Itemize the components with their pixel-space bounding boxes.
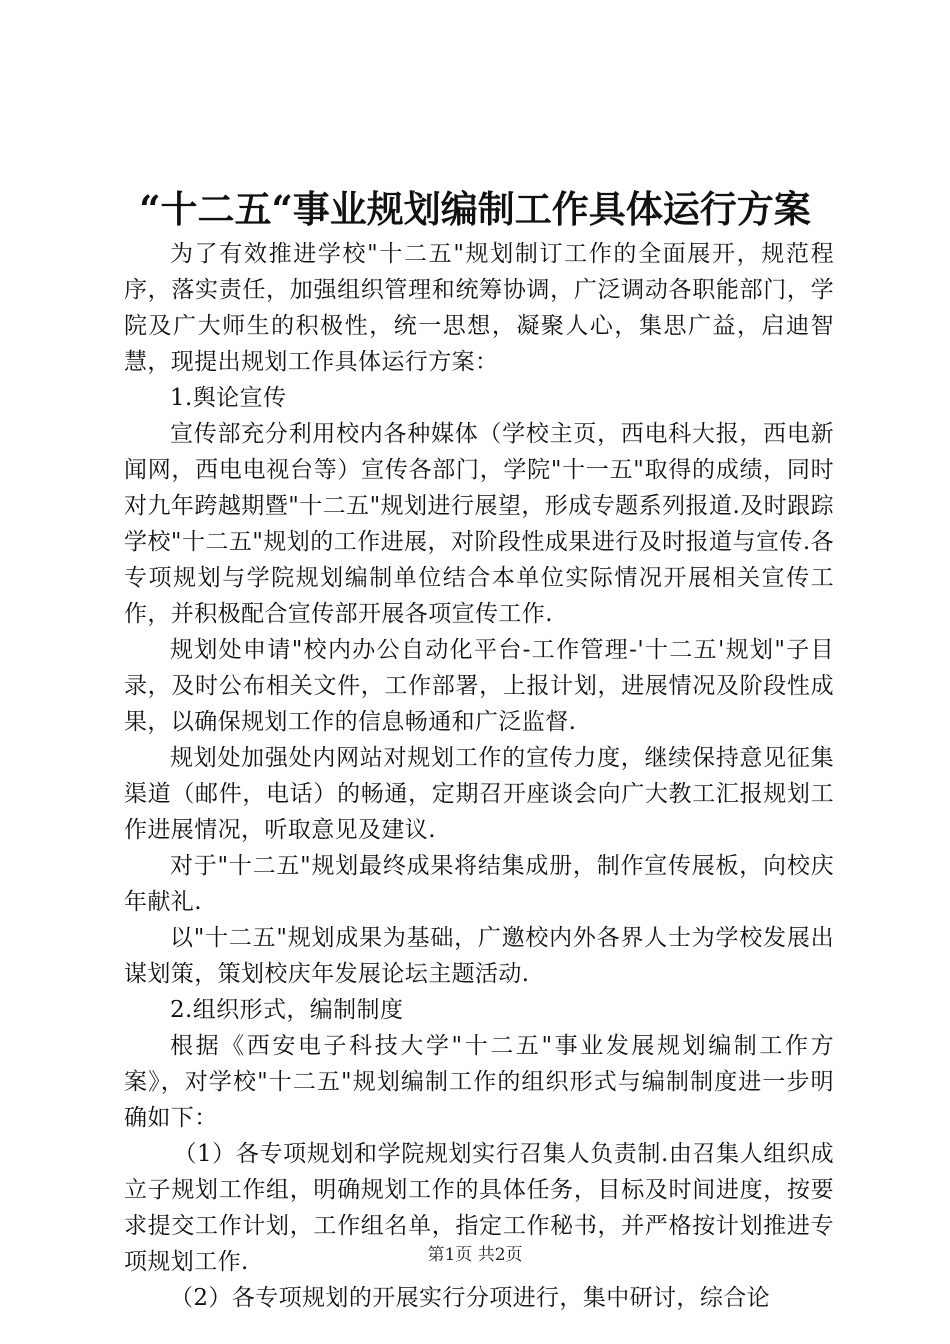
- list-item-1: （1）各专项规划和学院规划实行召集人负责制.由召集人组织成立子规划工作组，明确规划工作的具体任务，目标及时间进度，按要求提交工作计划，工作组名单，指定工作秘书，并严格按计划推进专项规划工作.: [124, 1141, 834, 1275]
- paragraph-publicity: 宣传部充分利用校内各种媒体（学校主页，西电科大报，西电新闻网，西电电视台等）宣传各部门，学院"十一五"取得的成绩，同时对九年跨越期暨"十二五"规划进行展望，形成专题系列报道.及时跟踪学校"十二五"规划的工作进展，对阶段性成果进行及时报道与宣传.各专项规划与学院规划编制单位结合本单位实际情况开展相关宣传工作，并积极配合宣传部开展各项宣传工作.: [124, 421, 834, 627]
- document-body: [124, 236, 834, 1316]
- list-item-2: （2）各专项规划的开展实行分项进行，集中研讨，综合论: [170, 1285, 771, 1311]
- paragraph-forum: 以"十二五"规划成果为基础，广邀校内外各界人士为学校发展出谋划策，策划校庆年发展论坛主题活动.: [124, 925, 834, 987]
- document-title: “十二五“事业规划编制工作具体运行方案: [139, 187, 811, 231]
- section-heading-2: 2.组织形式，编制制度: [170, 997, 404, 1023]
- paragraph-website: 规划处加强处内网站对规划工作的宣传力度，继续保持意见征集渠道（邮件，电话）的畅通，定期召开座谈会向广大教工汇报规划工作进展情况，听取意见及建议.: [124, 745, 834, 843]
- paragraph-organization: 根据《西安电子科技大学"十二五"事业发展规划编制工作方案》，对学校"十二五"规划编制工作的组织形式与编制制度进一步明确如下：: [124, 1033, 834, 1131]
- section-heading-1: 1.舆论宣传: [170, 385, 287, 411]
- paragraph-compilation: 对于"十二五"规划最终成果将结集成册，制作宣传展板，向校庆年献礼.: [124, 853, 834, 915]
- paragraph-intro: 为了有效推进学校"十二五"规划制订工作的全面展开，规范程序，落实责任，加强组织管理和统筹协调，广泛调动各职能部门，学院及广大师生的积极性，统一思想，凝聚人心，集思广益，启迪智慧，现提出规划工作具体运行方案：: [124, 241, 834, 375]
- paragraph-oa-platform: 规划处申请"校内办公自动化平台-工作管理-'十二五'规划"子目录，及时公布相关文件，工作部署，上报计划，进展情况及阶段性成果，以确保规划工作的信息畅通和广泛监督.: [124, 637, 834, 735]
- page-footer: 第1页 共2页: [427, 1245, 523, 1265]
